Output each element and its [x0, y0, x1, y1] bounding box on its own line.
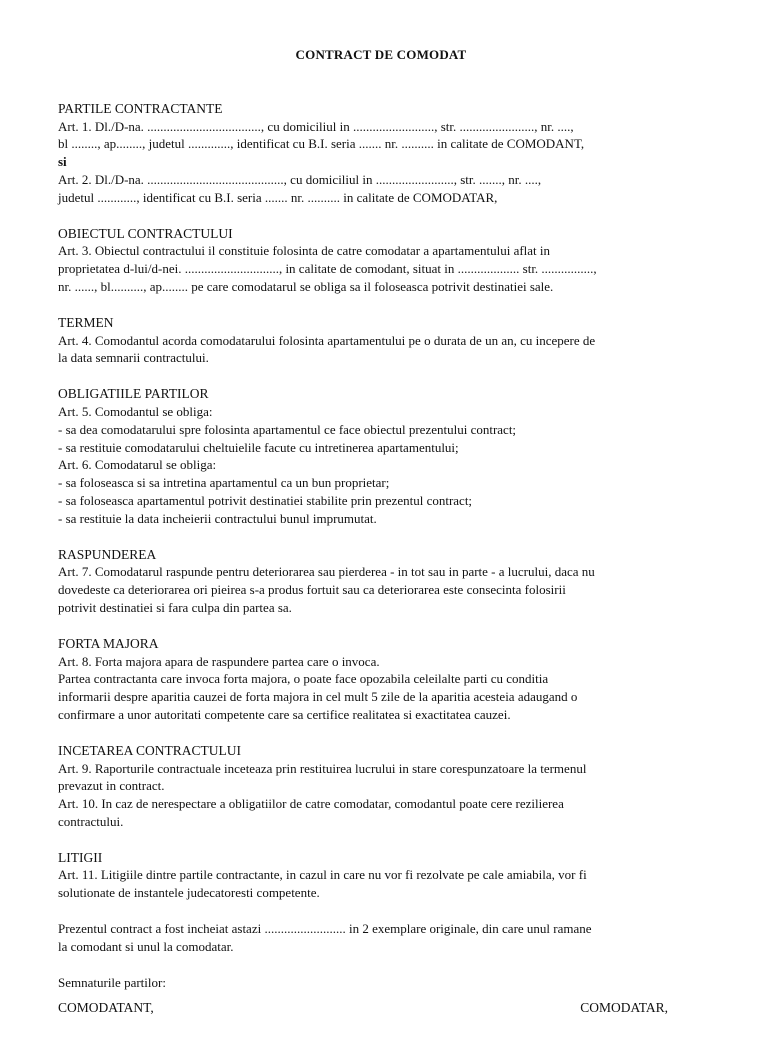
term-line-2: la data semnarii contractului. [58, 350, 209, 366]
parties-line-1: Art. 1. Dl./D-na. ..................................., cu domiciliul in ........................., str. ......................., nr. ...., [58, 118, 574, 134]
obligations-line-2: - sa dea comodatarului spre folosinta apartamentul ce face obiectul prezentului contract; [58, 421, 517, 437]
obligations-line-7: - sa restituie la data incheierii contractului bunul imprumutat. [58, 510, 377, 526]
section-termination [58, 742, 704, 831]
section-closing [58, 920, 704, 956]
section-heading-termination: INCETAREA CONTRACTULUI [58, 742, 242, 758]
liability-line-1: Art. 7. Comodatarul raspunde pentru deteriorarea sau pierderea - in tot sau in parte - a lucrului, daca nu [58, 564, 595, 580]
parties-conjunction: si [58, 154, 67, 170]
obligations-line-3: - sa restituie comodatarului cheltuielile facute cu intretinerea apartamentului; [58, 439, 459, 455]
obligations-line-5: - sa foloseasca si sa intretina apartamentul ca un bun proprietar; [58, 475, 390, 491]
section-liability [58, 546, 704, 617]
signature-labels [58, 999, 704, 1019]
section-parties [58, 100, 704, 207]
object-line-3: nr. ......, bl.........., ap........ pe care comodatarul se obliga sa il foloseasca potrivit destinatiei sale. [58, 278, 554, 294]
document-title: CONTRACT DE COMODAT [295, 47, 467, 62]
force-majeure-line-4: confirmare a unor autoritati competente care sa certifice realitatea si exactitatea cauzei. [58, 706, 511, 722]
disputes-line-1: Art. 11. Litigiile dintre partile contractante, in cazul in care nu vor fi rezolvate pe cale amiabila, vor fi [58, 867, 587, 883]
section-heading-parties: PARTILE CONTRACTANTE [58, 100, 223, 116]
object-line-1: Art. 3. Obiectul contractului il constituie folosinta de catre comodatar a apartamentului aflat in [58, 243, 551, 259]
termination-line-1: Art. 9. Raporturile contractuale inceteaza prin restituirea lucrului in stare corespunzatoare la termenul [58, 760, 587, 776]
section-heading-disputes: LITIGII [58, 849, 103, 865]
signature-label-comodant: COMODATANT, [58, 1000, 154, 1016]
section-heading-liability: RASPUNDEREA [58, 546, 157, 562]
termination-line-4: contractului. [58, 813, 124, 829]
parties-line-2: bl ........, ap........, judetul ............., identificat cu B.I. seria ....... nr. .......... in calitate de COMODANT, [58, 136, 585, 152]
force-majeure-line-3: informarii despre aparitia cauzei de forta majora in cel mult 5 zile de la aparitia acesteia adaugand o [58, 689, 578, 705]
disputes-line-2: solutionate de instantele judecatoresti competente. [58, 885, 320, 901]
parties-line-4: Art. 2. Dl./D-na. .........................................., cu domiciliul in ........................, str. ......., nr. ...., [58, 171, 542, 187]
section-disputes [58, 849, 704, 902]
section-signatures [58, 974, 704, 1020]
section-object [58, 225, 704, 296]
termination-line-2: prevazut in contract. [58, 778, 165, 794]
force-majeure-line-1: Art. 8. Forta majora apara de raspundere partea care o invoca. [58, 653, 380, 669]
section-term [58, 314, 704, 367]
section-force-majeure [58, 635, 704, 724]
liability-line-3: potrivit destinatiei si fara culpa din partea sa. [58, 599, 292, 615]
term-line-1: Art. 4. Comodantul acorda comodatarului folosinta apartamentului pe o durata de un an, cu incepere de [58, 332, 596, 348]
termination-line-3: Art. 10. In caz de nerespectare a obligatiilor de catre comodatar, comodantul poate cere rezilierea [58, 796, 564, 812]
closing-line-1: Prezentul contract a fost incheiat astazi ......................... in 2 exemplare originale, din care unul ramane [58, 921, 592, 937]
document-page [58, 46, 704, 1037]
section-heading-force-majeure: FORTA MAJORA [58, 635, 159, 651]
closing-line-2: la comodant si unul la comodatar. [58, 938, 234, 954]
section-heading-obligations: OBLIGATIILE PARTILOR [58, 386, 209, 402]
section-obligations [58, 385, 704, 527]
signatures-heading: Semnaturile partilor: [58, 974, 166, 990]
section-heading-term: TERMEN [58, 314, 114, 330]
signature-label-comodatar: COMODATAR, [580, 1000, 668, 1016]
object-line-2: proprietatea d-lui/d-nei. ............................., in calitate de comodant, situat in ................... str. ................, [58, 261, 597, 277]
liability-line-2: dovedeste ca deteriorarea ori pieirea s-a produs fortuit sau ca deteriorarea este consecinta folosirii [58, 582, 566, 598]
force-majeure-line-2: Partea contractanta care invoca forta majora, o poate face opozabila celeilalte parti cu conditia [58, 671, 549, 687]
section-heading-object: OBIECTUL CONTRACTULUI [58, 225, 233, 241]
parties-line-5: judetul ............, identificat cu B.I. seria ....... nr. .......... in calitate de COMODATAR, [58, 189, 498, 205]
obligations-line-4: Art. 6. Comodatarul se obliga: [58, 457, 217, 473]
obligations-line-1: Art. 5. Comodantul se obliga: [58, 403, 213, 419]
obligations-line-6: - sa foloseasca apartamentul potrivit destinatiei stabilite prin prezentul contract; [58, 492, 473, 508]
